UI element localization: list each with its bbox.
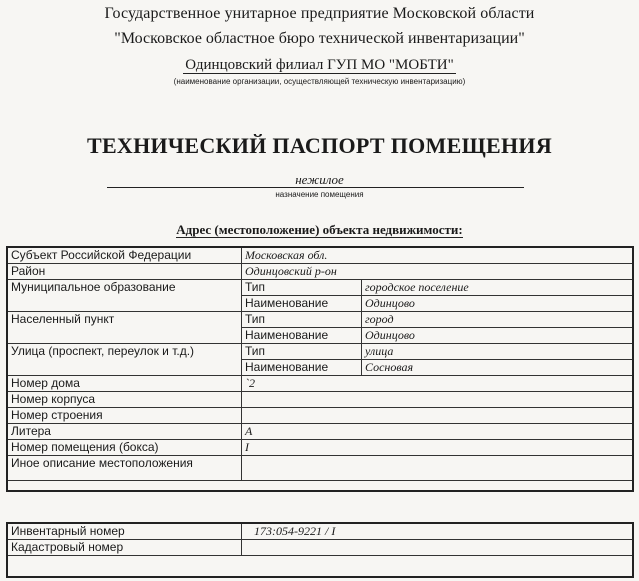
inventory-label: Инвентарный номер — [8, 524, 242, 540]
settlement-label: Населенный пункт — [8, 312, 242, 344]
other-label: Иное описание местоположения — [8, 456, 242, 481]
letter-label: Литера — [8, 424, 242, 440]
document-title: ТЕХНИЧЕСКИЙ ПАСПОРТ ПОМЕЩЕНИЯ — [86, 133, 553, 158]
street-type-label: Тип — [242, 344, 362, 360]
table-row — [8, 280, 634, 296]
settlement-name-value: Одинцово — [362, 328, 634, 344]
purpose-note: назначение помещения — [275, 190, 364, 199]
municipality-name-value: Одинцово — [362, 296, 634, 312]
municipality-label: Муниципальное образование — [8, 280, 242, 312]
purpose-underline — [107, 187, 524, 188]
street-name-label: Наименование — [242, 360, 362, 376]
letter-value: А — [242, 424, 634, 440]
house-label: Номер дома — [8, 376, 242, 392]
table-row — [8, 540, 634, 556]
structure-value — [242, 408, 634, 424]
settlement-type-value: город — [362, 312, 634, 328]
identifiers-table — [7, 523, 634, 556]
table-row — [8, 524, 634, 540]
municipality-type-label: Тип — [242, 280, 362, 296]
inventory-value: 173:054-9221 / I — [242, 524, 634, 540]
other-value — [242, 456, 634, 481]
subject-value: Московская обл. — [242, 248, 634, 264]
table-row — [8, 376, 634, 392]
street-type-value: улица — [362, 344, 634, 360]
district-value: Одинцовский р-он — [242, 264, 634, 280]
room-value: I — [242, 440, 634, 456]
settlement-name-label: Наименование — [242, 328, 362, 344]
table-row — [8, 312, 634, 328]
table-row — [8, 392, 634, 408]
municipality-name-label: Наименование — [242, 296, 362, 312]
table-row — [8, 344, 634, 360]
house-value: `2 — [242, 376, 634, 392]
address-heading — [0, 222, 639, 238]
municipality-type-value: городское поселение — [362, 280, 634, 296]
building-label: Номер корпуса — [8, 392, 242, 408]
branch-note: (наименование организации, осуществляющей техническую инвентаризацию) — [173, 77, 466, 86]
table-row — [8, 424, 634, 440]
address-table — [7, 247, 634, 481]
district-label: Район — [8, 264, 242, 280]
building-value — [242, 392, 634, 408]
street-label: Улица (проспект, переулок и т.д.) — [8, 344, 242, 376]
cadastral-value — [242, 540, 634, 556]
org-line-1: Государственное унитарное предприятие Московской области — [104, 5, 535, 22]
room-label: Номер помещения (бокса) — [8, 440, 242, 456]
table-row — [8, 456, 634, 481]
table-row — [8, 408, 634, 424]
street-name-value: Сосновая — [362, 360, 634, 376]
purpose-value: нежилое — [295, 172, 344, 187]
structure-label: Номер строения — [8, 408, 242, 424]
settlement-type-label: Тип — [242, 312, 362, 328]
subject-label: Субъект Российской Федерации — [8, 248, 242, 264]
branch-name — [0, 57, 639, 74]
table-row — [8, 440, 634, 456]
address-heading-text: Адрес (местоположение) объекта недвижимости: — [176, 222, 463, 237]
org-line-2: "Московское областное бюро технической инвентаризации" — [114, 30, 525, 47]
table-row — [8, 264, 634, 280]
cadastral-label: Кадастровый номер — [8, 540, 242, 556]
table-row — [8, 248, 634, 264]
branch-name-text: Одинцовский филиал ГУП МО "МОБТИ" — [185, 57, 454, 73]
